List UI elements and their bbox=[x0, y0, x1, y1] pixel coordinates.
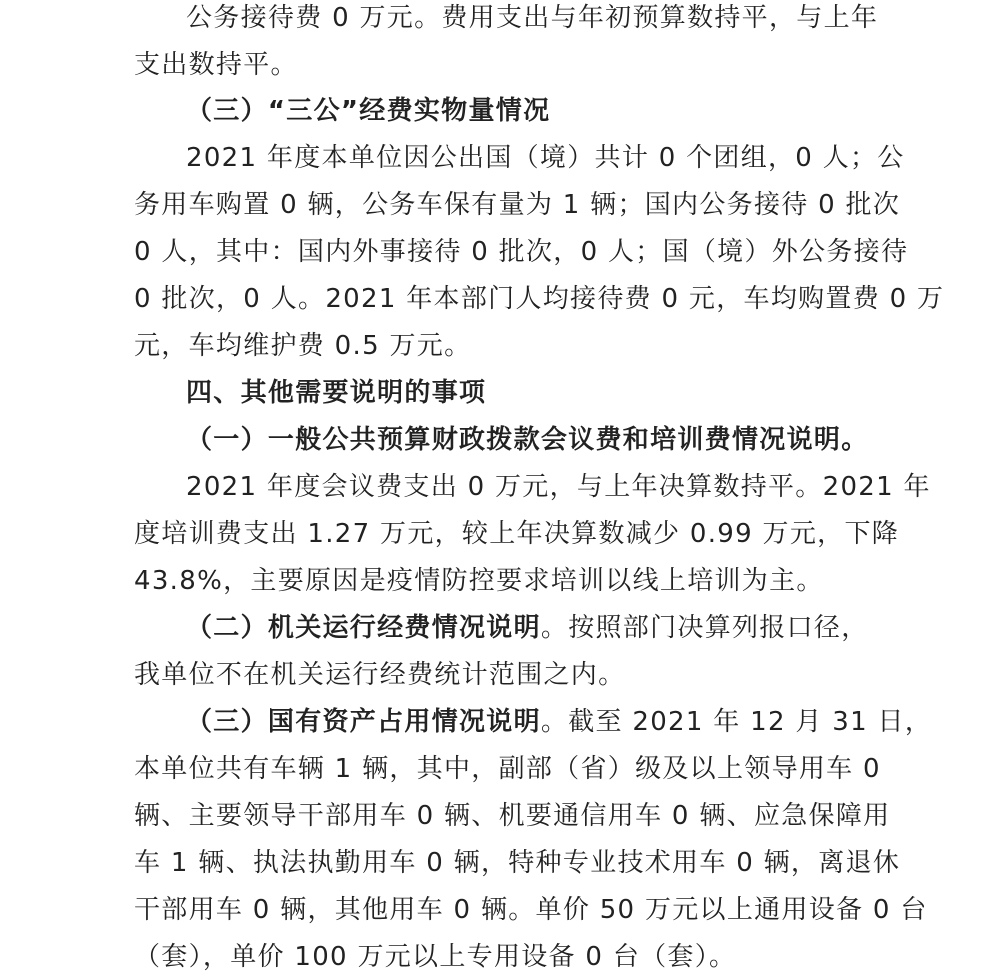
paragraph-line: 0 批次，0 人。2021 年本部门人均接待费 0 元，车均购置费 0 万 bbox=[134, 284, 945, 314]
paragraph-line: 务用车购置 0 辆，公务车保有量为 1 辆；国内公务接待 0 批次 bbox=[134, 190, 901, 220]
paragraph-line: 干部用车 0 辆，其他用车 0 辆。单价 50 万元以上通用设备 0 台 bbox=[134, 895, 928, 925]
subheading-bold-text: （三）国有资产占用情况说明 bbox=[186, 707, 541, 737]
paragraph-line: 车 1 辆、执法执勤用车 0 辆，特种专业技术用车 0 辆，离退休 bbox=[134, 848, 901, 878]
paragraph-line: 支出数持平。 bbox=[134, 50, 298, 80]
paragraph-line: 本单位共有车辆 1 辆，其中，副部（省）级及以上领导用车 0 bbox=[134, 754, 881, 784]
subheading-rest-text: 。按照部门决算列报口径， bbox=[540, 613, 869, 643]
paragraph-line: 我单位不在机关运行经费统计范围之内。 bbox=[134, 660, 626, 690]
subheading-bold-text: （二）机关运行经费情况说明 bbox=[186, 613, 541, 643]
paragraph-line: 0 人，其中：国内外事接待 0 批次，0 人；国（境）外公务接待 bbox=[134, 237, 909, 267]
section-subheading: （三）“三公”经费实物量情况 bbox=[186, 96, 551, 126]
paragraph-line: 元，车均维护费 0.5 万元。 bbox=[134, 331, 472, 361]
paragraph-line: 辆、主要领导干部用车 0 辆、机要通信用车 0 辆、应急保障用 bbox=[134, 801, 891, 831]
paragraph-line: 公务接待费 0 万元。费用支出与年初预算数持平，与上年 bbox=[186, 3, 879, 33]
subheading-line bbox=[186, 611, 1000, 645]
paragraph-line: （套），单价 100 万元以上专用设备 0 台（套）。 bbox=[134, 942, 737, 972]
paragraph-line: 度培训费支出 1.27 万元，较上年决算数减少 0.99 万元，下降 bbox=[134, 519, 900, 549]
subheading-line bbox=[186, 705, 1000, 739]
paragraph-line: 2021 年度会议费支出 0 万元，与上年决算数持平。2021 年 bbox=[186, 472, 931, 502]
paragraph-line: 2021 年度本单位因公出国（境）共计 0 个团组，0 人；公 bbox=[186, 143, 905, 173]
paragraph-line: 43.8%，主要原因是疫情防控要求培训以线上培训为主。 bbox=[134, 566, 824, 596]
section-subheading: （一）一般公共预算财政拨款会议费和培训费情况说明。 bbox=[186, 425, 869, 455]
section-heading: 四、其他需要说明的事项 bbox=[186, 378, 487, 408]
subheading-rest-text: 。截至 2021 年 12 月 31 日， bbox=[540, 707, 933, 737]
